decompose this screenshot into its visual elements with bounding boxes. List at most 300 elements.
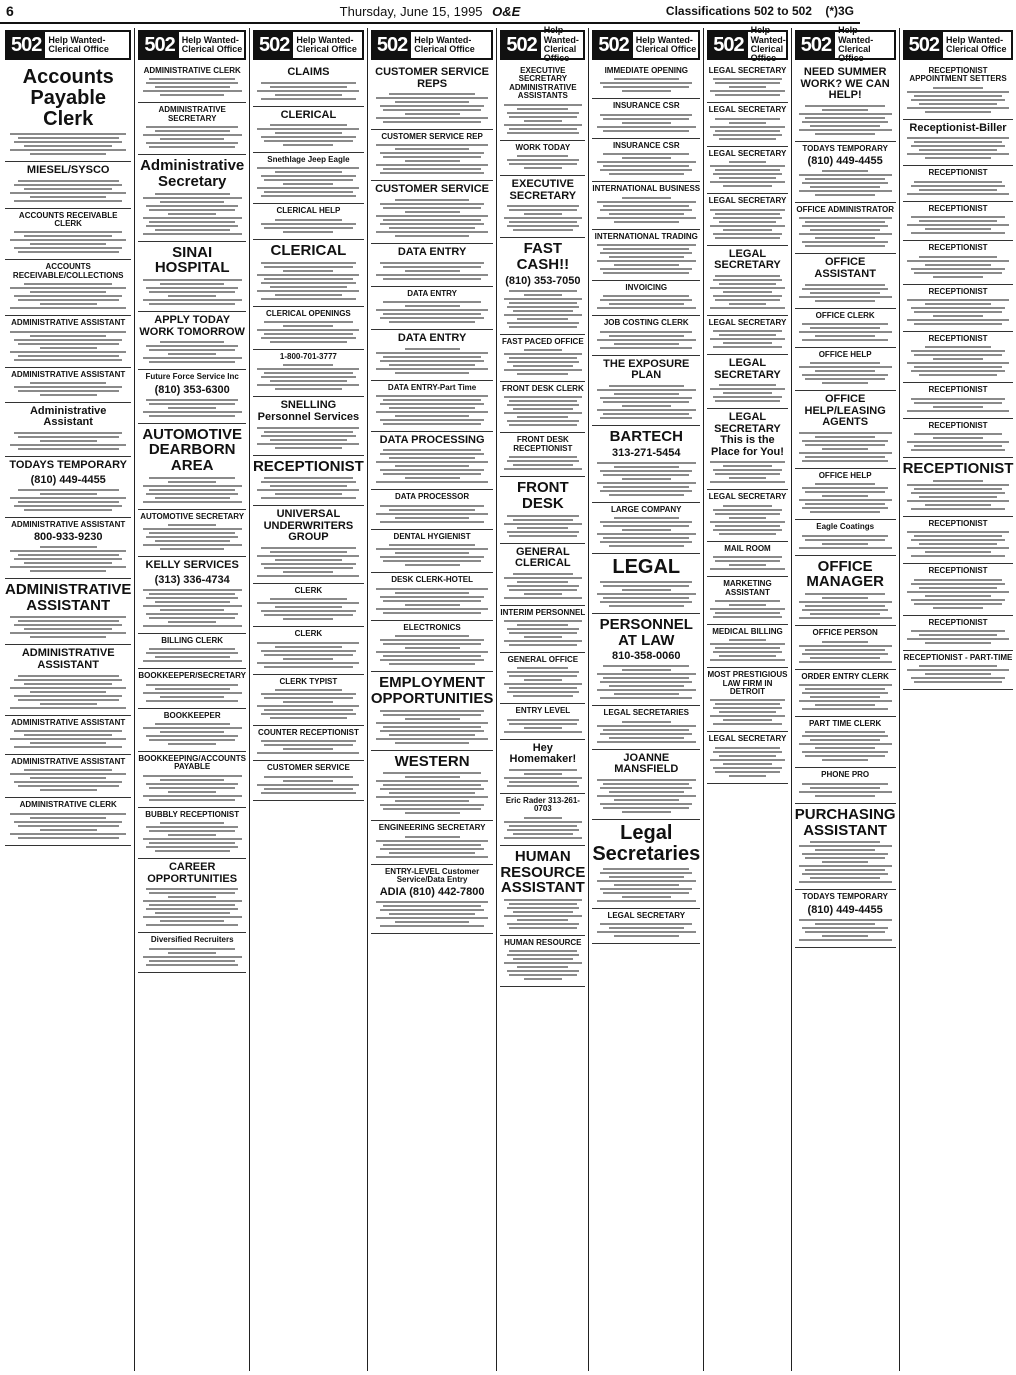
fine-print-line (24, 734, 112, 736)
fine-print-line (729, 517, 765, 519)
fine-print-line (517, 966, 568, 968)
fine-print-line (261, 262, 355, 264)
ad-body-text (5, 489, 131, 511)
ad-body-text (903, 181, 1014, 195)
classified-ad (371, 621, 494, 672)
ad-body-text (253, 598, 364, 620)
fine-print-line (504, 597, 582, 599)
fine-print-line (264, 321, 353, 323)
fine-print-line (509, 903, 577, 905)
fine-print-line (405, 160, 460, 162)
fine-print-line (597, 126, 696, 128)
fine-print-line (907, 547, 1009, 549)
fine-print-line (805, 869, 886, 871)
classified-ad (707, 668, 788, 732)
fine-print-line (143, 299, 242, 301)
fine-print-line (18, 554, 119, 556)
ad-body-text (138, 524, 246, 550)
fine-print-line (710, 90, 784, 92)
fine-print-line (911, 398, 1005, 400)
classification-label-line1: Help Wanted- (181, 34, 239, 45)
ad-body-text (795, 284, 896, 302)
ad-body-text (500, 817, 585, 839)
fine-print-line (10, 192, 126, 194)
ad-body-text (592, 114, 700, 132)
fine-print-line (815, 237, 876, 239)
fine-print-line (600, 114, 692, 116)
fine-print-line (376, 856, 489, 858)
ad-headline: Receptionist-Biller (909, 121, 1007, 134)
fine-print-line (376, 901, 489, 903)
classified-ad (138, 155, 246, 242)
fine-print-line (261, 792, 355, 794)
fine-print-line (622, 405, 671, 407)
fine-print-line (805, 284, 886, 286)
fine-print-line (143, 134, 242, 136)
fine-print-line (509, 290, 577, 292)
fine-print-line (24, 683, 112, 685)
classification-label (633, 36, 697, 55)
classified-ad (371, 130, 494, 181)
fine-print-line (389, 792, 475, 794)
fine-print-line (597, 307, 696, 309)
fine-print-line (933, 276, 983, 278)
fine-print-line (715, 299, 779, 301)
fine-print-line (719, 177, 775, 179)
ad-body-text (138, 78, 246, 96)
fine-print-line (270, 341, 348, 343)
classified-ad (903, 517, 1014, 564)
fine-print-line (383, 301, 481, 303)
ad-headline: THE EXPOSURE PLAN (603, 357, 690, 382)
fine-print-line (925, 111, 992, 113)
classification-label-line1: Help Wanted- (414, 34, 472, 45)
ad-body-text (592, 78, 700, 92)
fine-print-line (14, 781, 121, 783)
fine-print-line (509, 424, 577, 426)
ad-body-text (592, 197, 700, 223)
fine-print-line (155, 497, 230, 499)
fine-print-line (715, 612, 779, 614)
classified-ad (371, 64, 494, 130)
fine-print-line (597, 593, 696, 595)
fine-print-line (405, 604, 460, 606)
fine-print-line (603, 677, 689, 679)
fine-print-line (10, 287, 126, 289)
fine-print-line (713, 616, 781, 618)
ad-body-text (253, 364, 364, 390)
fine-print-line (405, 211, 460, 213)
ad-phone: 810-358-0060 (612, 650, 681, 663)
ad-headline: CLAIMS (287, 66, 330, 78)
ad-body-text (592, 923, 700, 937)
classification-header (253, 30, 364, 60)
fine-print-line (376, 548, 489, 550)
classified-ad (500, 141, 585, 176)
fine-print-line (160, 779, 225, 781)
fine-print-line (168, 353, 216, 355)
fine-print-line (524, 636, 562, 638)
fine-print-line (405, 270, 460, 272)
fine-print-line (907, 410, 1009, 412)
fine-print-line (18, 837, 119, 839)
ad-headline: HUMAN RESOURCE (504, 938, 582, 947)
classification-label-line2: Clerical Office (414, 44, 475, 54)
ad-body-text (253, 427, 364, 449)
ad-body-text (592, 331, 700, 349)
fine-print-line (155, 540, 230, 542)
fine-print-line (723, 342, 771, 344)
classification-header (5, 30, 131, 60)
fine-print-line (815, 133, 876, 135)
ad-headline: COUNTER RECEPTIONIST (257, 728, 359, 738)
fine-print-line (723, 719, 771, 721)
fine-print-line (376, 97, 489, 99)
fine-print-line (149, 209, 235, 211)
ad-body-text (795, 105, 896, 135)
fine-print-line (143, 727, 242, 729)
fine-print-line (10, 307, 126, 309)
fine-print-line (168, 791, 216, 793)
fine-print-line (600, 82, 692, 84)
classified-ad (138, 634, 246, 669)
classified-ad (138, 557, 246, 634)
fine-print-line (10, 773, 126, 775)
fine-print-line (146, 735, 237, 737)
classified-ad (253, 107, 364, 154)
fine-print-line (504, 353, 582, 355)
fine-print-line (805, 605, 886, 607)
fine-print-line (24, 769, 112, 771)
fine-print-line (257, 443, 359, 445)
fine-print-line (146, 126, 237, 128)
fine-print-line (729, 775, 765, 777)
fine-print-line (405, 647, 460, 649)
ad-body-text (592, 153, 700, 175)
fine-print-line (40, 440, 97, 442)
fine-print-line (10, 632, 126, 634)
fine-print-line (600, 299, 692, 301)
fine-print-line (389, 321, 475, 323)
fine-print-line (907, 193, 1009, 195)
fine-print-line (729, 161, 765, 163)
fine-print-line (24, 283, 112, 285)
classified-ad (592, 182, 700, 229)
fine-print-line (257, 128, 359, 130)
fine-print-line (810, 125, 881, 127)
fine-print-line (911, 145, 1005, 147)
classified-ad (500, 335, 585, 382)
classification-header (903, 30, 1014, 60)
classified-ad (371, 381, 494, 432)
fine-print-line (597, 339, 696, 341)
fine-print-line (719, 221, 775, 223)
fine-print-line (283, 658, 333, 660)
fine-print-line (264, 227, 353, 229)
fine-print-line (914, 433, 1003, 435)
fine-print-line (264, 666, 353, 668)
ad-headline: LEGAL SECRETARY (708, 317, 787, 327)
fine-print-line (264, 278, 353, 280)
fine-print-line (380, 710, 484, 712)
fine-print-line (10, 566, 126, 568)
classified-ad (5, 64, 131, 162)
ad-headline: ADMINISTRATIVE ASSISTANT (11, 717, 126, 727)
ad-headline: NEED SUMMER WORK? WE CAN HELP! (800, 66, 890, 102)
ad-headline: ENGINEERING SECRETARY (378, 823, 486, 833)
classified-ad (592, 316, 700, 355)
fine-print-line (270, 551, 348, 553)
classified-ad (592, 614, 700, 707)
fine-print-line (10, 149, 126, 151)
ad-body-text (500, 456, 585, 470)
fine-print-line (729, 303, 765, 305)
fine-print-line (805, 221, 886, 223)
fine-print-line (146, 225, 237, 227)
ad-headline: INVOICING (625, 282, 668, 292)
fine-print-line (283, 364, 333, 366)
fine-print-line (597, 795, 696, 797)
classified-ad (592, 426, 700, 503)
fine-print-line (517, 919, 568, 921)
fine-print-line (376, 215, 489, 217)
ad-body-text (138, 822, 246, 852)
fine-print-line (907, 669, 1009, 671)
classified-ad (795, 804, 896, 891)
fine-print-line (383, 844, 481, 846)
classified-ad (903, 458, 1014, 517)
ad-headline: RECEPTIONIST (928, 243, 988, 253)
fine-print-line (919, 374, 997, 376)
fine-print-line (504, 104, 582, 106)
fine-print-line (383, 399, 481, 401)
ad-body-text (138, 684, 246, 702)
fine-print-line (609, 494, 685, 496)
ad-body-text (795, 783, 896, 797)
fine-print-line (380, 505, 484, 507)
classified-ad (253, 204, 364, 239)
ad-headline: AUTOMOTIVE SECRETARY (140, 511, 245, 521)
ad-body-text (903, 346, 1014, 376)
fine-print-line (925, 303, 992, 305)
fine-print-line (815, 436, 876, 438)
fine-print-line (261, 282, 355, 284)
fine-print-line (504, 777, 582, 779)
classified-ad (5, 316, 131, 367)
ad-headline: LEGAL SECRETARY This is the Place for You! (710, 411, 784, 458)
fine-print-line (257, 489, 359, 491)
fine-print-line (713, 707, 781, 709)
fine-print-line (507, 829, 579, 831)
fine-print-line (509, 825, 577, 827)
fine-print-line (799, 684, 892, 686)
classified-ad (253, 397, 364, 455)
fine-print-line (597, 673, 696, 675)
ad-body-text (500, 515, 585, 537)
fine-print-line (713, 233, 781, 235)
fine-print-line (149, 349, 235, 351)
ad-headline: LEGAL SECRETARY (708, 148, 787, 158)
fine-print-line (810, 511, 881, 513)
fine-print-line (395, 465, 469, 467)
fine-print-line (710, 225, 784, 227)
classified-ad (903, 332, 1014, 383)
fine-print-line (257, 575, 359, 577)
classification-label-line1: Help Wanted- (296, 34, 354, 45)
ad-headline: AUTOMOTIVE DEARBORN AREA (142, 425, 243, 475)
fine-print-line (264, 266, 353, 268)
classification-header (795, 25, 896, 64)
fine-print-line (383, 600, 481, 602)
fine-print-line (264, 654, 353, 656)
classified-ad (795, 254, 896, 308)
classified-column (368, 28, 498, 1371)
fine-print-line (507, 515, 579, 517)
fine-print-line (18, 785, 119, 787)
fine-print-line (168, 407, 216, 409)
ad-body-text (903, 480, 1014, 510)
ad-headline: ADMINISTRATIVE ASSISTANT (11, 519, 126, 529)
fine-print-line (380, 317, 484, 319)
fine-print-line (383, 219, 481, 221)
fine-print-line (715, 400, 779, 402)
ad-headline: INSURANCE CSR (612, 101, 680, 111)
fine-print-line (614, 693, 679, 695)
fine-print-line (146, 888, 237, 890)
classification-label-line2: Clerical Office (48, 44, 109, 54)
fine-print-line (713, 469, 781, 471)
fine-print-line (710, 126, 784, 128)
fine-print-line (710, 388, 784, 390)
ad-headline: CUSTOMER SERVICE (266, 763, 350, 773)
ad-headline: ENTRY LEVEL (515, 706, 571, 716)
fine-print-line (524, 349, 562, 351)
fine-print-line (609, 605, 685, 607)
fine-print-line (517, 527, 568, 529)
fine-print-line (914, 323, 1003, 325)
fine-print-line (389, 509, 475, 511)
classification-label-line1: Help Wanted- (750, 25, 786, 45)
fine-print-line (509, 535, 577, 537)
ad-body-text (253, 321, 364, 343)
fine-print-line (810, 841, 881, 843)
fine-print-line (30, 742, 106, 744)
fine-print-line (380, 659, 484, 661)
fine-print-line (925, 673, 992, 675)
fine-print-line (509, 400, 577, 402)
fine-print-line (600, 417, 692, 419)
fine-print-line (802, 735, 888, 737)
fine-print-line (799, 791, 892, 793)
ad-headline: DATA PROCESSING (379, 433, 485, 446)
fine-print-line (597, 161, 696, 163)
fine-print-line (257, 555, 359, 557)
fine-print-line (264, 709, 353, 711)
fine-print-line (380, 804, 484, 806)
fine-print-line (715, 94, 779, 96)
ad-headline: Hey Homemaker! (509, 741, 577, 766)
classification-number: 502 (709, 32, 747, 58)
ad-headline: RECEPTIONIST (928, 385, 988, 395)
ad-headline: RECEPTIONIST (928, 203, 988, 213)
fine-print-line (10, 550, 126, 552)
fine-print-line (799, 743, 892, 745)
fine-print-line (264, 333, 353, 335)
fine-print-line (911, 232, 1005, 234)
ad-body-text (707, 461, 788, 483)
ad-body-text (138, 399, 246, 417)
fine-print-line (710, 307, 784, 309)
fine-print-line (257, 427, 359, 429)
ad-body-text (592, 244, 700, 274)
fine-print-line (264, 191, 353, 193)
fine-print-line (715, 130, 779, 132)
fine-print-line (713, 173, 781, 175)
classified-column (792, 25, 900, 1371)
ad-body-text (795, 217, 896, 247)
fine-print-line (799, 233, 892, 235)
classified-column (2, 28, 135, 1371)
fine-print-line (524, 213, 562, 215)
classified-ad (903, 383, 1014, 418)
fine-print-line (799, 217, 892, 219)
fine-print-line (600, 397, 692, 399)
ad-headline: INTERNATIONAL TRADING (594, 231, 698, 241)
fine-print-line (815, 300, 876, 302)
fine-print-line (911, 449, 1005, 451)
classification-header (592, 30, 700, 60)
classified-ad (138, 103, 246, 155)
ad-headline: IMMEDIATE OPENING (604, 66, 688, 75)
classified-ad (500, 64, 585, 141)
fine-print-line (143, 916, 242, 918)
fine-print-line (261, 195, 355, 197)
fine-print-line (40, 347, 97, 349)
fine-print-line (513, 464, 573, 466)
classified-column (135, 28, 250, 1371)
fine-print-line (729, 122, 765, 124)
fine-print-line (14, 730, 121, 732)
fine-print-line (805, 245, 886, 247)
fine-print-line (609, 791, 685, 793)
fine-print-line (149, 221, 235, 223)
fine-print-line (146, 205, 237, 207)
fine-print-line (168, 213, 216, 215)
fine-print-line (600, 347, 692, 349)
fine-print-line (14, 821, 121, 823)
ad-body-text (138, 126, 246, 148)
ad-headline: ORDER ENTRY CLERK (801, 671, 889, 681)
ad-headline: APPLY TODAY WORK TOMORROW (139, 314, 245, 338)
fine-print-line (815, 483, 876, 485)
classified-ad (795, 348, 896, 391)
ad-phone: (810) 353-7050 (505, 274, 581, 287)
fine-print-line (710, 287, 784, 289)
fine-print-line (383, 784, 481, 786)
fine-print-line (507, 361, 579, 363)
fine-print-line (146, 846, 237, 848)
classified-ad (500, 544, 585, 606)
ad-body-text (903, 398, 1014, 412)
ad-headline: ADMINISTRATIVE CLERK (143, 66, 241, 75)
fine-print-line (405, 348, 460, 350)
fine-print-line (18, 251, 119, 253)
fine-print-line (40, 303, 97, 305)
fine-print-line (24, 145, 112, 147)
fine-print-line (914, 681, 1003, 683)
fine-print-line (802, 288, 888, 290)
fine-print-line (507, 907, 579, 909)
